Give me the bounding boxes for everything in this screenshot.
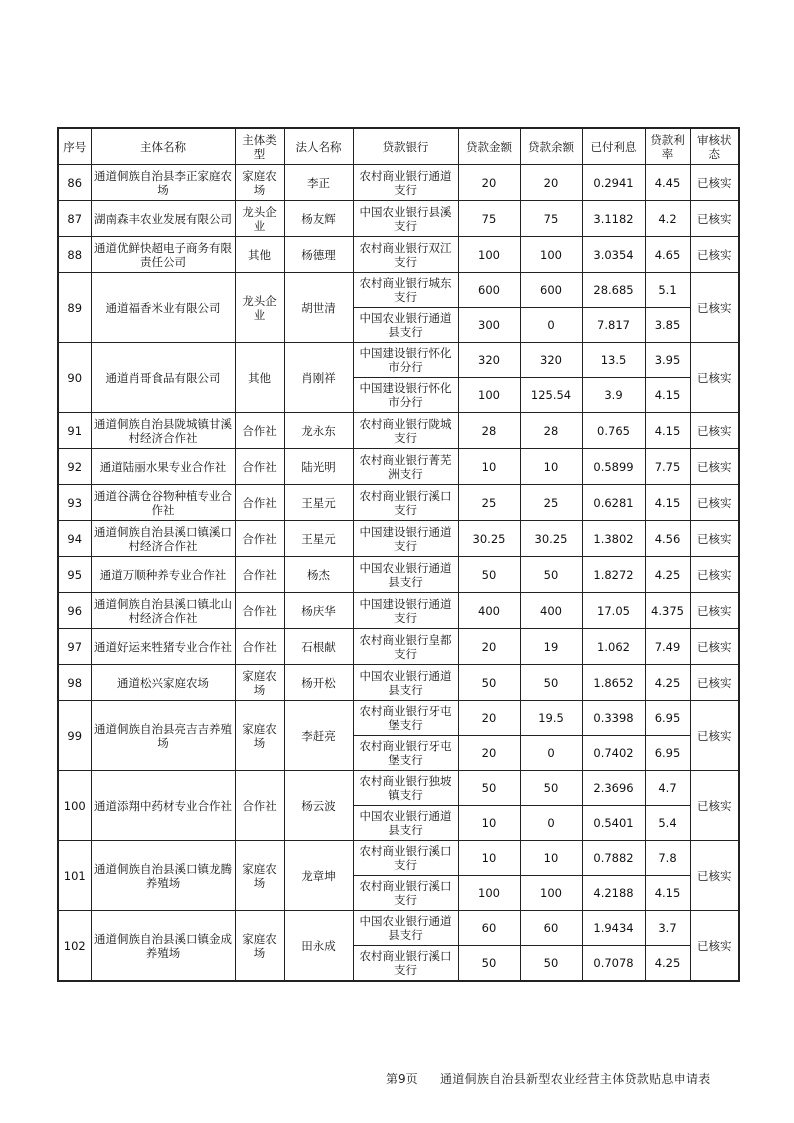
paid-interest: 0.7882 xyxy=(582,841,645,876)
legal-representative: 肖刚祥 xyxy=(284,343,353,413)
legal-representative: 龙章坤 xyxy=(284,841,353,911)
loan-rate: 6.95 xyxy=(645,701,690,736)
legal-representative: 陆光明 xyxy=(284,449,353,485)
entity-name: 通道侗族自治县亮吉吉养殖场 xyxy=(91,701,235,771)
paid-interest: 0.5401 xyxy=(582,806,645,841)
loan-bank: 农村商业银行城东支行 xyxy=(353,273,458,308)
review-status: 已核实 xyxy=(690,629,739,665)
loan-rate: 4.15 xyxy=(645,378,690,413)
entity-name: 湖南森丰农业发展有限公司 xyxy=(91,201,235,237)
review-status: 已核实 xyxy=(690,701,739,771)
loan-rate: 3.7 xyxy=(645,911,690,946)
paid-interest: 3.0354 xyxy=(582,237,645,273)
loan-rate: 6.95 xyxy=(645,736,690,771)
loan-rate: 4.15 xyxy=(645,413,690,449)
header-cell: 已付利息 xyxy=(582,128,645,165)
loan-bank: 农村商业银行菁芜洲支行 xyxy=(353,449,458,485)
loan-amount: 10 xyxy=(458,449,520,485)
header-cell: 法人名称 xyxy=(284,128,353,165)
loan-bank: 中国建设银行怀化市分行 xyxy=(353,378,458,413)
row-number: 87 xyxy=(58,201,91,237)
table-row xyxy=(58,665,739,701)
header-cell: 主体类型 xyxy=(235,128,284,165)
entity-name: 通道侗族自治县李正家庭农场 xyxy=(91,165,235,201)
legal-representative: 杨开松 xyxy=(284,665,353,701)
row-number: 101 xyxy=(58,841,91,911)
paid-interest: 0.6281 xyxy=(582,485,645,521)
loan-rate: 5.4 xyxy=(645,806,690,841)
review-status: 已核实 xyxy=(690,449,739,485)
paid-interest: 0.3398 xyxy=(582,701,645,736)
loan-balance: 28 xyxy=(520,413,582,449)
loan-amount: 28 xyxy=(458,413,520,449)
loan-balance: 19.5 xyxy=(520,701,582,736)
row-number: 100 xyxy=(58,771,91,841)
loan-balance: 50 xyxy=(520,946,582,982)
table-body xyxy=(58,165,739,982)
row-number: 96 xyxy=(58,593,91,629)
review-status: 已核实 xyxy=(690,237,739,273)
table-row xyxy=(58,273,739,308)
header-cell: 主体名称 xyxy=(91,128,235,165)
entity-name: 通道好运来牲猪专业合作社 xyxy=(91,629,235,665)
entity-type: 合作社 xyxy=(235,449,284,485)
review-status: 已核实 xyxy=(690,343,739,413)
entity-type: 家庭农场 xyxy=(235,841,284,911)
loan-amount: 25 xyxy=(458,485,520,521)
table-row xyxy=(58,557,739,593)
loan-rate: 4.45 xyxy=(645,165,690,201)
header-cell: 审核状态 xyxy=(690,128,739,165)
loan-amount: 400 xyxy=(458,593,520,629)
loan-rate: 4.375 xyxy=(645,593,690,629)
legal-representative: 杨友辉 xyxy=(284,201,353,237)
loan-amount: 20 xyxy=(458,701,520,736)
loan-bank: 中国农业银行通道县支行 xyxy=(353,911,458,946)
loan-balance: 20 xyxy=(520,165,582,201)
row-number: 88 xyxy=(58,237,91,273)
entity-type: 其他 xyxy=(235,343,284,413)
loan-bank: 农村商业银行通道支行 xyxy=(353,165,458,201)
loan-bank: 中国建设银行通道支行 xyxy=(353,593,458,629)
loan-rate: 4.25 xyxy=(645,557,690,593)
loan-bank: 农村商业银行皇都支行 xyxy=(353,629,458,665)
review-status: 已核实 xyxy=(690,201,739,237)
loan-balance: 0 xyxy=(520,806,582,841)
header-cell: 贷款银行 xyxy=(353,128,458,165)
loan-amount: 300 xyxy=(458,308,520,343)
footer-title: 通道侗族自治县新型农业经营主体贷款贴息申请表 xyxy=(440,1072,711,1086)
paid-interest: 28.685 xyxy=(582,273,645,308)
paid-interest: 1.8272 xyxy=(582,557,645,593)
entity-type: 家庭农场 xyxy=(235,665,284,701)
entity-type: 合作社 xyxy=(235,557,284,593)
row-number: 95 xyxy=(58,557,91,593)
loan-balance: 75 xyxy=(520,201,582,237)
entity-name: 通道优鲜快超电子商务有限责任公司 xyxy=(91,237,235,273)
loan-bank: 农村商业银行双江支行 xyxy=(353,237,458,273)
loan-rate: 4.2 xyxy=(645,201,690,237)
loan-balance: 125.54 xyxy=(520,378,582,413)
legal-representative: 田永成 xyxy=(284,911,353,982)
entity-type: 合作社 xyxy=(235,629,284,665)
entity-name: 通道侗族自治县溪口镇北山村经济合作社 xyxy=(91,593,235,629)
loan-bank: 中国建设银行通道支行 xyxy=(353,521,458,557)
loan-amount: 30.25 xyxy=(458,521,520,557)
paid-interest: 7.817 xyxy=(582,308,645,343)
review-status: 已核实 xyxy=(690,771,739,841)
loan-rate: 4.25 xyxy=(645,946,690,982)
row-number: 102 xyxy=(58,911,91,982)
entity-name: 通道松兴家庭农场 xyxy=(91,665,235,701)
loan-amount: 100 xyxy=(458,378,520,413)
loan-rate: 4.15 xyxy=(645,876,690,911)
loan-rate: 4.65 xyxy=(645,237,690,273)
loan-amount: 50 xyxy=(458,946,520,982)
legal-representative: 杨德理 xyxy=(284,237,353,273)
loan-balance: 100 xyxy=(520,237,582,273)
table-row xyxy=(58,485,739,521)
paid-interest: 1.3802 xyxy=(582,521,645,557)
table-row xyxy=(58,413,739,449)
legal-representative: 胡世清 xyxy=(284,273,353,343)
entity-type: 合作社 xyxy=(235,771,284,841)
legal-representative: 李正 xyxy=(284,165,353,201)
row-number: 99 xyxy=(58,701,91,771)
review-status: 已核实 xyxy=(690,413,739,449)
paid-interest: 0.7078 xyxy=(582,946,645,982)
loan-rate: 7.8 xyxy=(645,841,690,876)
entity-name: 通道侗族自治县溪口镇溪口村经济合作社 xyxy=(91,521,235,557)
legal-representative: 杨庆华 xyxy=(284,593,353,629)
loan-balance: 25 xyxy=(520,485,582,521)
entity-type: 龙头企业 xyxy=(235,273,284,343)
review-status: 已核实 xyxy=(690,557,739,593)
table-row xyxy=(58,201,739,237)
loan-amount: 100 xyxy=(458,876,520,911)
entity-name: 通道侗族自治县溪口镇龙腾养殖场 xyxy=(91,841,235,911)
row-number: 97 xyxy=(58,629,91,665)
loan-amount: 10 xyxy=(458,806,520,841)
row-number: 89 xyxy=(58,273,91,343)
paid-interest: 0.7402 xyxy=(582,736,645,771)
row-number: 86 xyxy=(58,165,91,201)
loan-amount: 50 xyxy=(458,557,520,593)
header-row xyxy=(58,128,739,165)
loan-bank: 中国农业银行县溪支行 xyxy=(353,201,458,237)
entity-name: 通道侗族自治县溪口镇金成养殖场 xyxy=(91,911,235,982)
table-row xyxy=(58,521,739,557)
loan-bank: 中国农业银行通道县支行 xyxy=(353,806,458,841)
loan-balance: 320 xyxy=(520,343,582,378)
loan-amount: 10 xyxy=(458,841,520,876)
paid-interest: 3.9 xyxy=(582,378,645,413)
loan-balance: 10 xyxy=(520,841,582,876)
table-row xyxy=(58,911,739,946)
loan-bank: 中国农业银行通道县支行 xyxy=(353,557,458,593)
loan-amount: 50 xyxy=(458,771,520,806)
loan-bank: 农村商业银行牙屯堡支行 xyxy=(353,736,458,771)
review-status: 已核实 xyxy=(690,485,739,521)
legal-representative: 李赶亮 xyxy=(284,701,353,771)
table-row xyxy=(58,771,739,806)
loan-amount: 100 xyxy=(458,237,520,273)
paid-interest: 3.1182 xyxy=(582,201,645,237)
header-cell: 贷款金额 xyxy=(458,128,520,165)
legal-representative: 王星元 xyxy=(284,521,353,557)
loan-balance: 600 xyxy=(520,273,582,308)
header-cell: 贷款余额 xyxy=(520,128,582,165)
loan-balance: 400 xyxy=(520,593,582,629)
entity-type: 合作社 xyxy=(235,485,284,521)
loan-bank: 农村商业银行溪口支行 xyxy=(353,485,458,521)
row-number: 93 xyxy=(58,485,91,521)
table-row xyxy=(58,593,739,629)
entity-type: 合作社 xyxy=(235,521,284,557)
legal-representative: 杨云波 xyxy=(284,771,353,841)
loan-rate: 4.7 xyxy=(645,771,690,806)
paid-interest: 1.8652 xyxy=(582,665,645,701)
loan-rate: 4.56 xyxy=(645,521,690,557)
entity-type: 家庭农场 xyxy=(235,165,284,201)
loan-rate: 3.95 xyxy=(645,343,690,378)
legal-representative: 杨杰 xyxy=(284,557,353,593)
entity-type: 合作社 xyxy=(235,413,284,449)
review-status: 已核实 xyxy=(690,521,739,557)
loan-rate: 4.25 xyxy=(645,665,690,701)
loan-balance: 50 xyxy=(520,665,582,701)
paid-interest: 1.9434 xyxy=(582,911,645,946)
table-row xyxy=(58,343,739,378)
loan-bank: 中国建设银行怀化市分行 xyxy=(353,343,458,378)
row-number: 98 xyxy=(58,665,91,701)
loan-rate: 7.49 xyxy=(645,629,690,665)
footer-page-number: 第9页 xyxy=(386,1072,418,1086)
table-row xyxy=(58,841,739,876)
paid-interest: 17.05 xyxy=(582,593,645,629)
loan-bank: 农村商业银行牙屯堡支行 xyxy=(353,701,458,736)
entity-type: 其他 xyxy=(235,237,284,273)
loan-balance: 100 xyxy=(520,876,582,911)
entity-name: 通道添翔中药材专业合作社 xyxy=(91,771,235,841)
header-cell: 序号 xyxy=(58,128,91,165)
loan-rate: 3.85 xyxy=(645,308,690,343)
legal-representative: 龙永东 xyxy=(284,413,353,449)
loan-balance: 0 xyxy=(520,308,582,343)
paid-interest: 0.2941 xyxy=(582,165,645,201)
loan-balance: 30.25 xyxy=(520,521,582,557)
row-number: 91 xyxy=(58,413,91,449)
legal-representative: 王星元 xyxy=(284,485,353,521)
loan-amount: 320 xyxy=(458,343,520,378)
paid-interest: 0.765 xyxy=(582,413,645,449)
review-status: 已核实 xyxy=(690,665,739,701)
entity-type: 家庭农场 xyxy=(235,701,284,771)
loan-balance: 10 xyxy=(520,449,582,485)
loan-balance: 50 xyxy=(520,771,582,806)
entity-name: 通道肖哥食品有限公司 xyxy=(91,343,235,413)
paid-interest: 2.3696 xyxy=(582,771,645,806)
review-status: 已核实 xyxy=(690,273,739,343)
table-row xyxy=(58,449,739,485)
table-row xyxy=(58,165,739,201)
row-number: 92 xyxy=(58,449,91,485)
table-row xyxy=(58,237,739,273)
entity-name: 通道万顺种养专业合作社 xyxy=(91,557,235,593)
loan-subsidy-table xyxy=(57,127,740,982)
loan-rate: 7.75 xyxy=(645,449,690,485)
loan-balance: 19 xyxy=(520,629,582,665)
paid-interest: 0.5899 xyxy=(582,449,645,485)
row-number: 90 xyxy=(58,343,91,413)
entity-type: 家庭农场 xyxy=(235,911,284,982)
loan-rate: 4.15 xyxy=(645,485,690,521)
loan-bank: 农村商业银行陇城支行 xyxy=(353,413,458,449)
review-status: 已核实 xyxy=(690,911,739,982)
entity-name: 通道侗族自治县陇城镇甘溪村经济合作社 xyxy=(91,413,235,449)
header-cell: 贷款利率 xyxy=(645,128,690,165)
loan-bank: 农村商业银行溪口支行 xyxy=(353,876,458,911)
loan-balance: 0 xyxy=(520,736,582,771)
loan-bank: 农村商业银行溪口支行 xyxy=(353,841,458,876)
paid-interest: 13.5 xyxy=(582,343,645,378)
review-status: 已核实 xyxy=(690,165,739,201)
loan-amount: 75 xyxy=(458,201,520,237)
loan-bank: 农村商业银行独坡镇支行 xyxy=(353,771,458,806)
loan-bank: 中国农业银行通道县支行 xyxy=(353,308,458,343)
legal-representative: 石根献 xyxy=(284,629,353,665)
row-number: 94 xyxy=(58,521,91,557)
loan-amount: 50 xyxy=(458,665,520,701)
entity-name: 通道谷满仓谷物种植专业合作社 xyxy=(91,485,235,521)
review-status: 已核实 xyxy=(690,841,739,911)
paid-interest: 1.062 xyxy=(582,629,645,665)
entity-name: 通道福香米业有限公司 xyxy=(91,273,235,343)
paid-interest: 4.2188 xyxy=(582,876,645,911)
table-row xyxy=(58,701,739,736)
review-status: 已核实 xyxy=(690,593,739,629)
entity-type: 合作社 xyxy=(235,593,284,629)
loan-amount: 60 xyxy=(458,911,520,946)
table-row xyxy=(58,629,739,665)
loan-bank: 农村商业银行溪口支行 xyxy=(353,946,458,982)
loan-bank: 中国农业银行通道县支行 xyxy=(353,665,458,701)
loan-balance: 60 xyxy=(520,911,582,946)
loan-amount: 600 xyxy=(458,273,520,308)
loan-amount: 20 xyxy=(458,736,520,771)
entity-type: 龙头企业 xyxy=(235,201,284,237)
loan-balance: 50 xyxy=(520,557,582,593)
loan-rate: 5.1 xyxy=(645,273,690,308)
entity-name: 通道陆丽水果专业合作社 xyxy=(91,449,235,485)
loan-amount: 20 xyxy=(458,165,520,201)
loan-amount: 20 xyxy=(458,629,520,665)
